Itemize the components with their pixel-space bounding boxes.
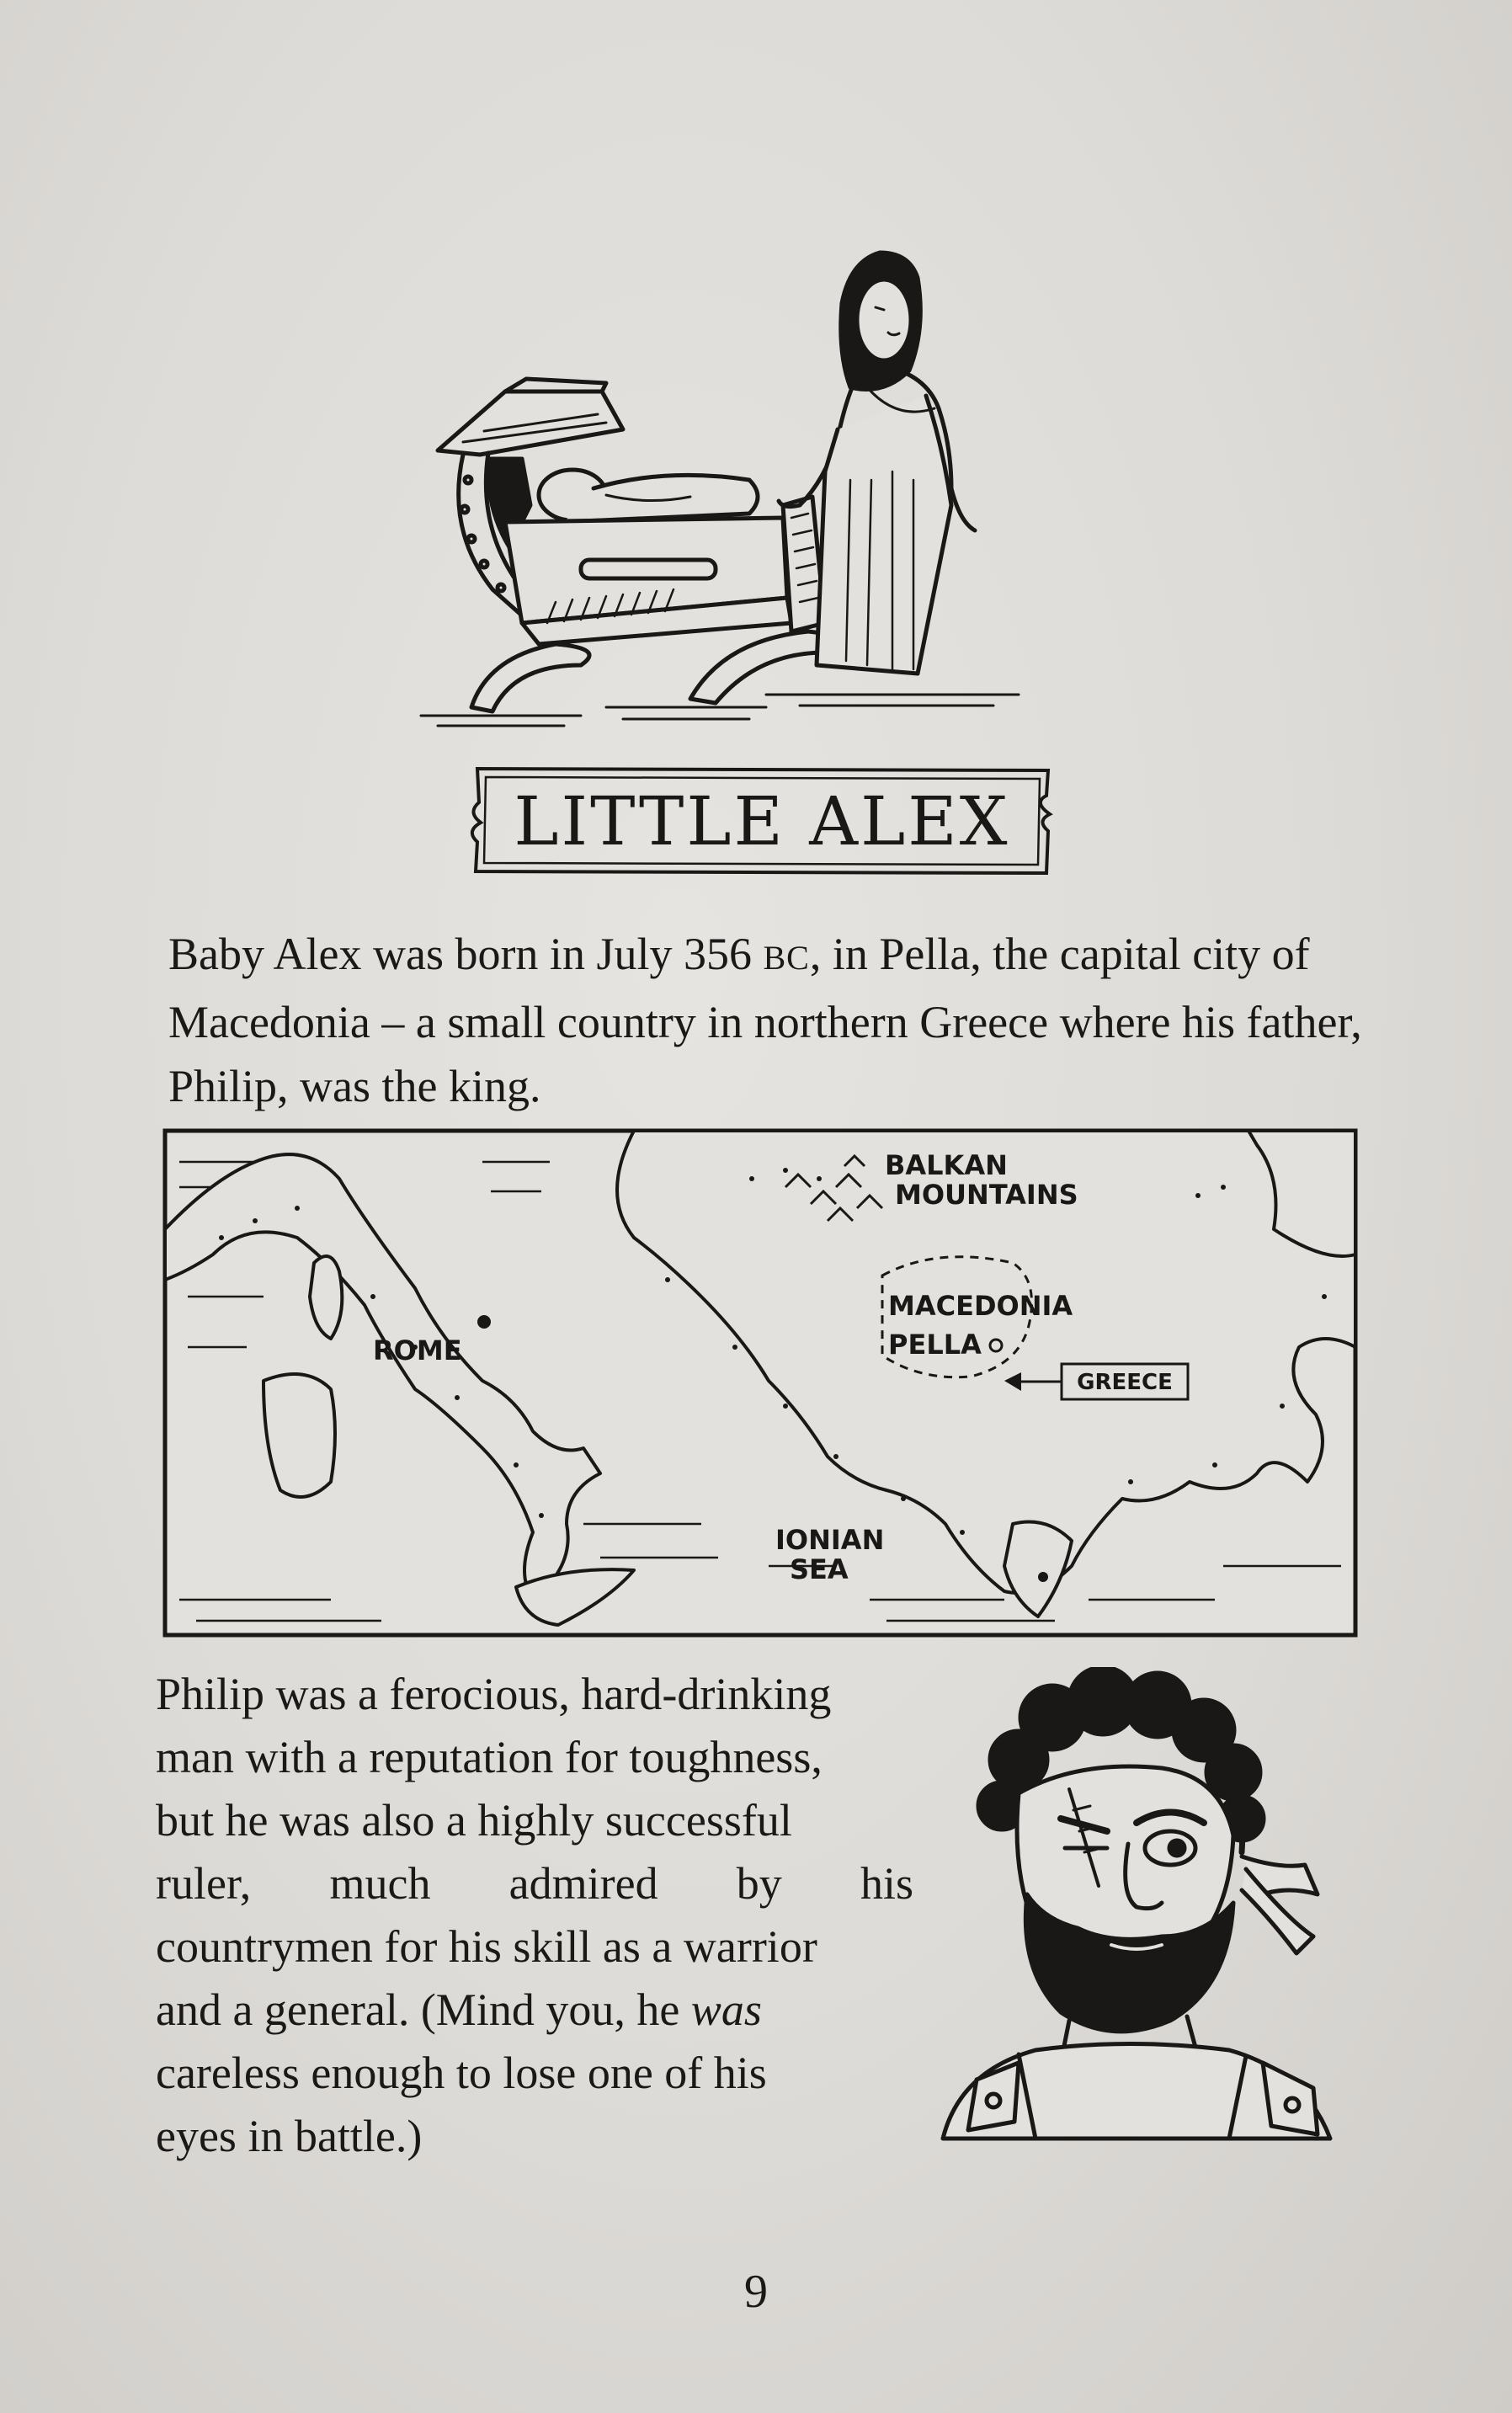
pella-marker — [990, 1340, 1002, 1351]
rome-marker — [477, 1315, 491, 1329]
philip-line-3: but he was also a highly successful — [156, 1795, 792, 1846]
map-label-greece: GREECE — [1077, 1370, 1173, 1395]
philip-line-5: countrymen for his skill as a warrior — [156, 1921, 817, 1972]
map-illustration — [162, 1128, 1358, 1638]
philip-portrait-illustration — [909, 1667, 1381, 2155]
intro-text-start: Baby Alex was born in July 356 — [168, 929, 764, 979]
chapter-title-banner — [467, 762, 1057, 880]
map-label-pella: PELLA — [888, 1329, 982, 1361]
philip-line-6-italic: was — [690, 1984, 762, 2035]
page-number: 9 — [744, 2266, 768, 2318]
athens-marker — [1038, 1572, 1048, 1582]
intro-era-abbrev: BC — [763, 939, 810, 977]
philip-word: admired — [508, 1858, 658, 1909]
philip-word: ruler, — [156, 1858, 252, 1909]
philip-line-4 — [156, 1852, 913, 1915]
intro-text-end: , in Pella, the capital city of Macedonia – a small country in northern Greece where his father, Philip, was the king. — [168, 929, 1362, 1111]
map-label-rome: ROME — [373, 1334, 462, 1366]
map-label-sea: SEA — [790, 1553, 849, 1585]
intro-paragraph — [168, 922, 1364, 1118]
philip-line-8: eyes in battle.) — [156, 2111, 423, 2161]
philip-word: much — [329, 1858, 431, 1909]
cradle-illustration — [413, 227, 1052, 749]
map-label-mountains: MOUNTAINS — [895, 1179, 1078, 1211]
map-label-macedonia: MACEDONIA — [888, 1290, 1073, 1322]
philip-word: his — [860, 1858, 913, 1909]
map-label-ionian: IONIAN — [775, 1524, 885, 1556]
philip-line-6-start: and a general. (Mind you, he — [156, 1984, 691, 2035]
map-label-balkan: BALKAN — [885, 1149, 1008, 1181]
philip-line-6 — [156, 1979, 964, 2042]
philip-word: by — [736, 1858, 782, 1909]
philip-line-7: careless enough to lose one of his — [156, 2048, 767, 2098]
chapter-title: LITTLE ALEX — [514, 781, 1010, 860]
philip-line-1: Philip was a ferocious, hard-drinking — [156, 1669, 832, 1719]
philip-line-2: man with a reputation for toughness, — [156, 1732, 823, 1782]
philip-paragraph — [156, 1663, 964, 2168]
